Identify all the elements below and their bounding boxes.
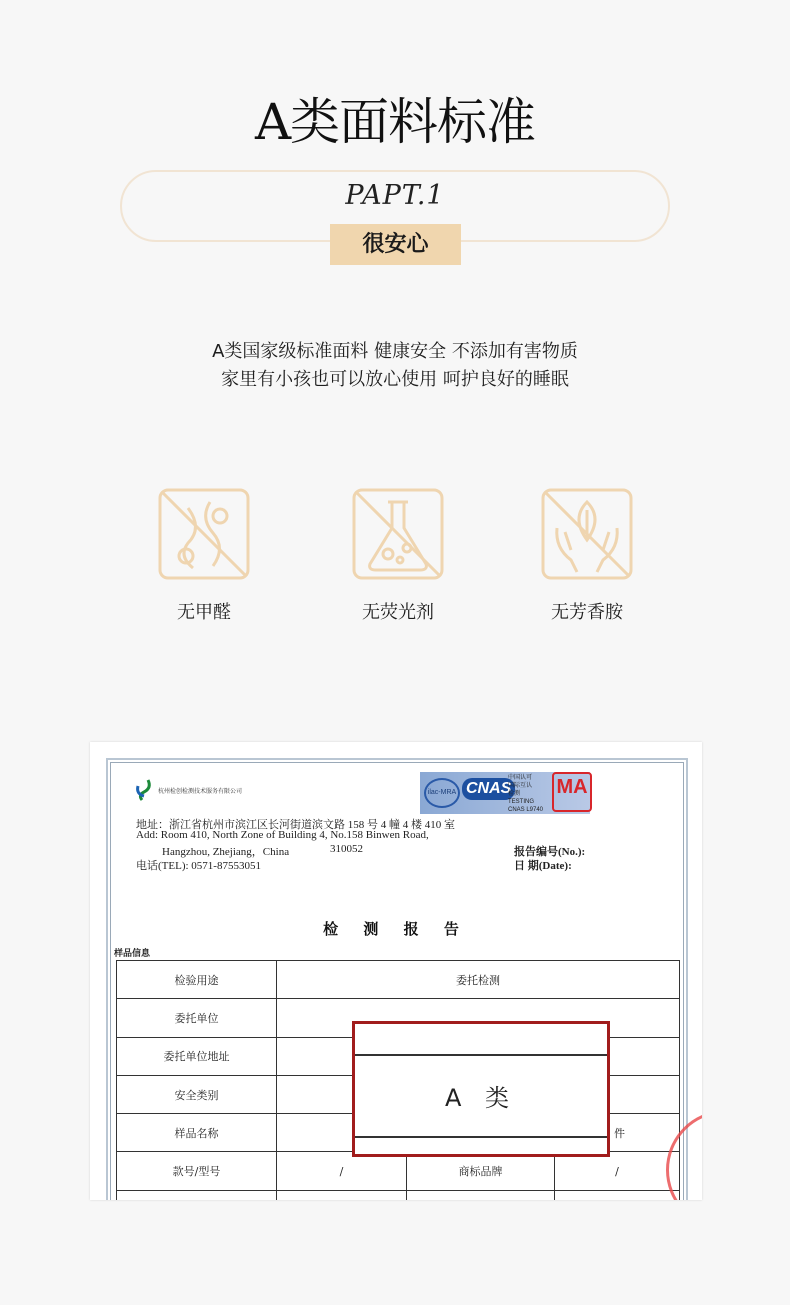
safe-badge: 很安心 (330, 224, 461, 265)
address-cn: 地址：浙江省杭州市滨江区长河街道滨文路 158 号 4 幢 4 楼 410 室 (136, 819, 455, 831)
description-line-1: A类国家级标准面料 健康安全 不添加有害物质 (212, 341, 578, 362)
table-cell: 检验用途 (117, 961, 277, 999)
company-logo-icon (134, 778, 154, 802)
cnas-info (508, 774, 543, 814)
no-formaldehyde-icon (158, 488, 250, 580)
address-en-2: Hangzhou, Zhejiang，China (162, 846, 290, 858)
report-title: 检 测 报 告 (323, 920, 469, 938)
cnas-mark: CNAS (462, 778, 515, 800)
description (0, 338, 790, 394)
feature-label: 无荧光剂 (362, 602, 434, 623)
table-cell: / (277, 1152, 407, 1190)
table-cell (555, 1190, 680, 1200)
table-cell: 委托单位地址 (117, 1037, 277, 1075)
safety-class-value: A 类 (444, 1084, 518, 1112)
table-cell: 安全类别 (117, 1075, 277, 1113)
section-sample-info: 样品信息 (114, 948, 151, 958)
telephone: 电话(TEL): 0571-87553051 (136, 860, 261, 872)
cert-info-line: CNAS L9740 (508, 807, 544, 813)
table-cell (117, 1190, 277, 1200)
no-aromatic-amine-icon (541, 488, 633, 580)
table-cell: 商标品牌 (407, 1152, 555, 1190)
test-report-document (90, 742, 702, 1200)
part-label: PAPT.1 (345, 180, 445, 211)
table-cell: 款号/型号 (117, 1152, 277, 1190)
table-row (117, 1190, 680, 1200)
divider (355, 1054, 607, 1056)
feature-label: 无芳香胺 (551, 602, 623, 623)
company-name: 杭州检创检测技术服务有限公司 (158, 789, 243, 795)
address-en-1: Add: Room 410, North Zone of Building 4, No.158 Binwen Road, (136, 829, 429, 841)
feature-label: 无甲醛 (177, 602, 231, 623)
cma-mark: MA (552, 772, 592, 812)
table-cell: / (555, 1152, 680, 1190)
table-cell (277, 1190, 407, 1200)
table-cell: 委托检测 (277, 961, 680, 999)
no-fluorescent-agent-icon (352, 488, 444, 580)
report-date-label: 日 期(Date): (514, 860, 572, 872)
report-number-label: 报告编号(No.): (514, 846, 586, 858)
feature-no-formaldehyde (124, 488, 284, 624)
ilac-mra-mark: ilac-MRA (424, 778, 460, 808)
page-title: A类面料标准 (254, 93, 536, 151)
table-row (117, 1152, 680, 1190)
description-line-2: 家里有小孩也可以放心使用 呵护良好的睡眠 (221, 369, 569, 390)
postcode: 310052 (330, 843, 363, 855)
divider (355, 1136, 607, 1138)
safety-class-highlight (352, 1021, 610, 1157)
table-row (117, 961, 680, 999)
cert-info-line: TESTING (508, 799, 535, 805)
table-cell: 件 (555, 1114, 680, 1152)
feature-no-aromatic-amine (507, 488, 667, 624)
table-cell: 委托单位 (117, 999, 277, 1037)
table-cell: 样品名称 (117, 1114, 277, 1152)
table-cell (407, 1190, 555, 1200)
cert-info-line: 国际互认 (508, 783, 533, 789)
feature-no-fluorescent (318, 488, 478, 624)
cert-info-line: 中国认可 (508, 775, 533, 781)
cert-info-line: 检测 (508, 791, 521, 797)
